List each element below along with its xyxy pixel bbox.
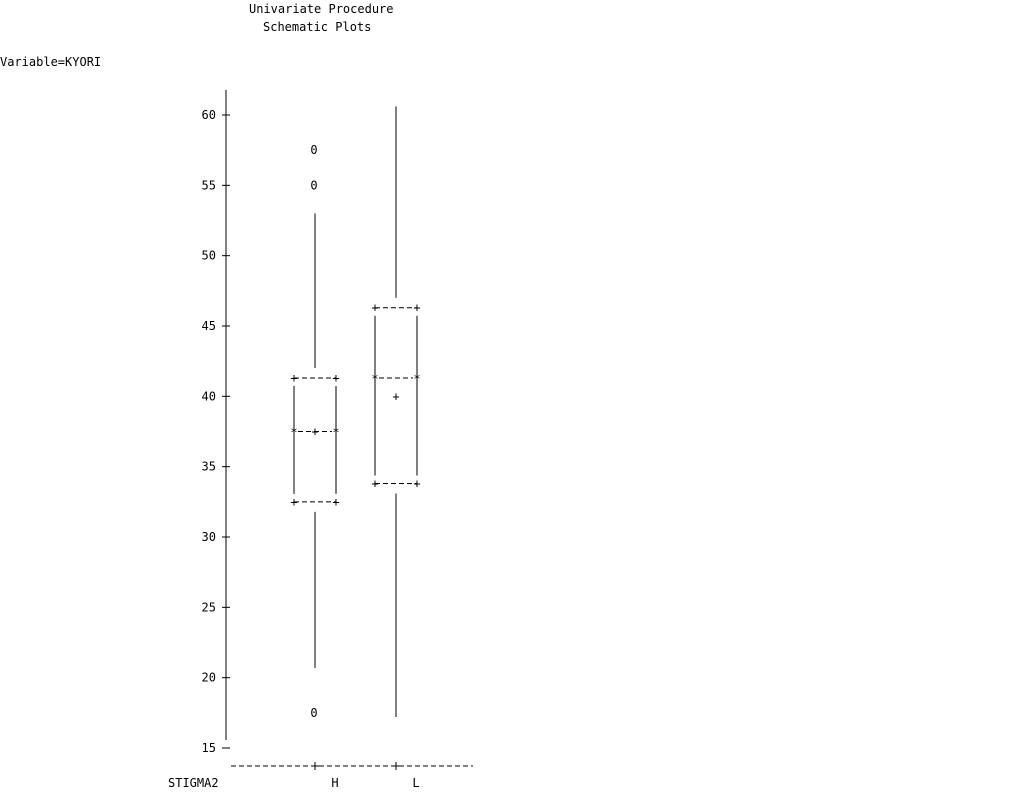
y-tick-label: 20 (201, 670, 216, 685)
y-tick-label: 50 (201, 248, 216, 263)
outlier-point-h: 0 (310, 705, 318, 720)
x-tick-label-h: H (331, 776, 339, 790)
median-marker-h: * (290, 425, 298, 440)
mean-marker-l: + (392, 389, 400, 404)
y-tick-label: 30 (201, 530, 216, 544)
box-corner-mark-h: + (332, 371, 340, 386)
box-corner-mark-l: + (371, 300, 379, 315)
box-corner-mark-l: + (413, 300, 421, 315)
x-tick-label-l: L (412, 776, 420, 790)
y-tick-label: 25 (201, 600, 216, 615)
median-marker-l: * (413, 372, 421, 387)
median-marker-h: * (332, 425, 340, 440)
outlier-point-h: 0 (310, 143, 318, 158)
y-tick-label: 55 (201, 178, 216, 193)
median-marker-l: * (371, 372, 379, 387)
box-corner-mark-h: + (290, 371, 298, 386)
box-corner-mark-h: + (332, 494, 340, 509)
y-tick-label: 40 (201, 389, 216, 404)
box-corner-mark-l: + (413, 476, 421, 491)
y-tick-label: 45 (201, 319, 216, 333)
box-corner-mark-l: + (371, 476, 379, 491)
chart-title-line-2: Schematic Plots (263, 20, 372, 34)
y-tick-label: 35 (201, 459, 216, 474)
y-tick-label: 15 (201, 741, 216, 755)
box-corner-mark-h: + (290, 494, 298, 509)
y-tick-label: 60 (201, 108, 216, 122)
outlier-point-h: 0 (310, 178, 318, 193)
variable-label: Variable=KYORI (0, 55, 102, 69)
mean-marker-h: + (311, 424, 319, 439)
x-axis-label: STIGMA2 (168, 776, 219, 790)
chart-title-line-1: Univariate Procedure (249, 2, 394, 16)
